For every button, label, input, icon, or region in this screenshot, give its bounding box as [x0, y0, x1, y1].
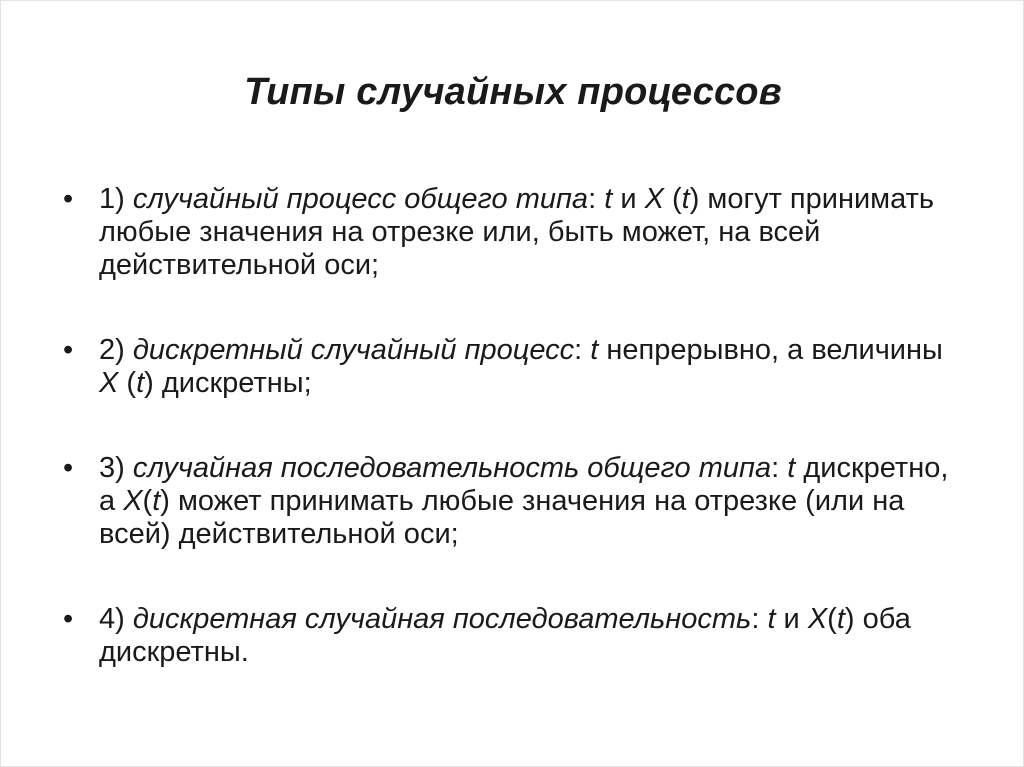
item-text: ) оба дискретны.: [99, 603, 911, 668]
item-text: ) могут принимать любые значения на отрезке или, быть может, на всей действительной оси;: [99, 183, 934, 281]
bullet-list: [63, 183, 963, 669]
item-term: случайная последовательность общего типа: [132, 452, 772, 484]
item-number: 1): [99, 183, 133, 215]
item-text: дискретно, а: [99, 452, 949, 517]
variable-t: t: [767, 603, 776, 635]
variable-t: t: [787, 452, 796, 484]
item-text: ) может принимать любые значения на отрезке (или на всей) действительной оси;: [99, 485, 905, 550]
item-text: (: [827, 603, 837, 635]
bullet-icon: •: [63, 452, 74, 484]
item-number: 4): [99, 603, 133, 635]
item-number: 3): [99, 452, 133, 484]
variable-x: X: [807, 603, 828, 635]
item-colon: :: [588, 183, 605, 215]
variable-t: t: [604, 183, 613, 215]
item-text: ) дискретны;: [144, 367, 312, 399]
item-number: 2): [99, 334, 133, 366]
variable-t: t: [836, 603, 845, 635]
variable-t: t: [152, 485, 161, 517]
variable-t: t: [136, 367, 145, 399]
slide-title: Типы случайных процессов: [244, 71, 782, 113]
item-colon: :: [574, 334, 591, 366]
variable-x: X: [644, 183, 664, 215]
bullet-icon: •: [63, 603, 74, 635]
bullet-icon: •: [63, 183, 74, 215]
variable-t: t: [681, 183, 690, 215]
variable-x: X: [123, 485, 143, 517]
variable-x: X: [99, 367, 119, 399]
item-text: непрерывно, а величины: [598, 334, 943, 366]
bullet-icon: •: [63, 334, 74, 366]
item-term: дискретная случайная последовательность: [132, 603, 752, 635]
list-item: [63, 452, 963, 551]
variable-t: t: [590, 334, 599, 366]
item-colon: :: [751, 603, 768, 635]
item-term: дискретный случайный процесс: [132, 334, 575, 366]
item-colon: :: [771, 452, 788, 484]
list-item: [63, 603, 963, 669]
item-text: (: [118, 367, 137, 399]
item-text: (: [142, 485, 153, 517]
item-text: и: [612, 183, 645, 215]
list-item: [63, 334, 963, 400]
item-text: и: [775, 603, 808, 635]
list-item: [63, 183, 963, 282]
item-term: случайный процесс общего типа: [132, 183, 589, 215]
item-text: (: [663, 183, 682, 215]
